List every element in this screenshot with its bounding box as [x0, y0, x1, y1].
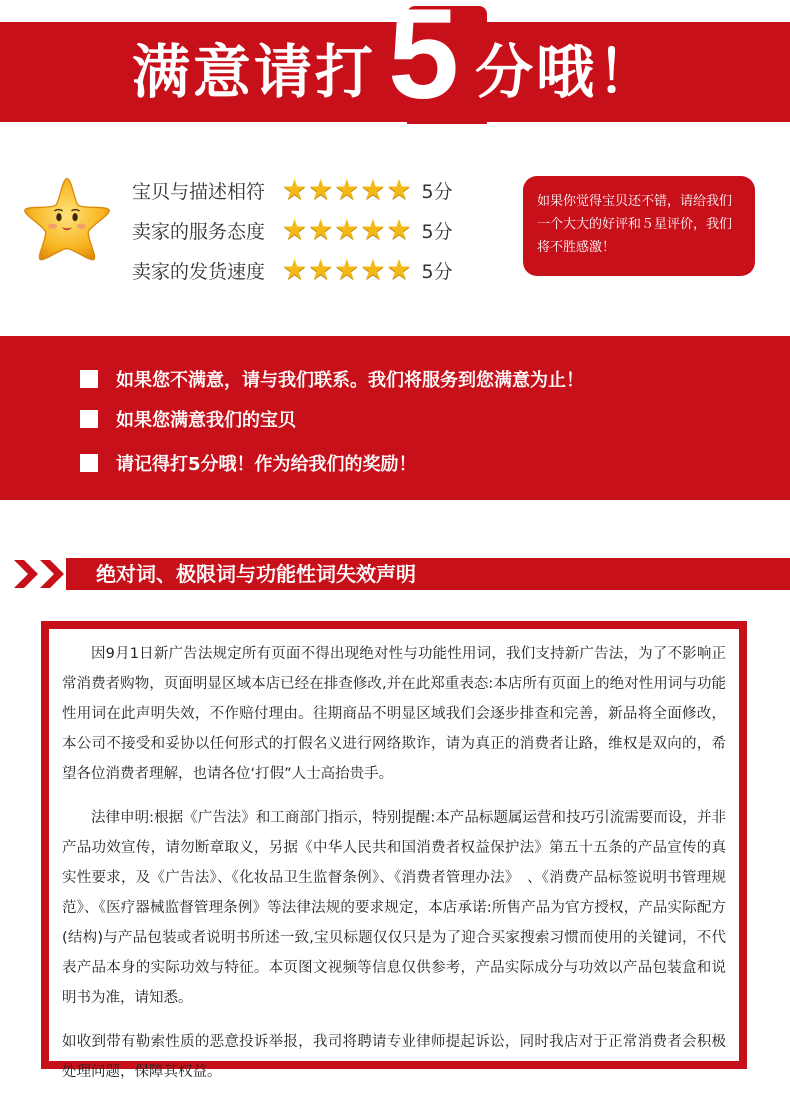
square-bullet-icon: [80, 370, 98, 388]
rating-list: [132, 170, 453, 290]
rating-row: [132, 170, 453, 210]
square-bullet-icon: [80, 410, 98, 428]
star-icon: ★: [386, 173, 412, 206]
declaration-body: [62, 639, 726, 1101]
star-icon: ★: [308, 173, 334, 206]
rating-stars: [282, 213, 412, 246]
bubble-text: 如果你觉得宝贝还不错，请给我们一个大大的好评和５星评价，我们将不胜感激！: [537, 194, 733, 255]
star-icon: ★: [360, 173, 386, 206]
declaration-box: [41, 621, 747, 1080]
info-line-text: 请记得打5分哦！作为给我们的奖励！: [116, 454, 417, 475]
star-icon: ★: [360, 213, 386, 246]
info-block: [0, 336, 790, 500]
declaration-paragraph: 法律申明:根据《广告法》和工商部门指示，特别提醒:本产品标题属运营和技巧引流需要而设，并非产品功效宣传，请勿断章取义，另据《中华人民共和国消费者权益保护法》第五十五条的产品宣传的真实性要求，及《广告法》、《化妆品卫生监督条例》、《消费者管理办法》 、《消费产品标签说明书管理规范》、《医疗器械监督管理条例》等法律法规的要求规定，本店承诺:所售产品为官方授权，产品实际配方(结构)与产品包装或者说明书所述一致,宝贝标题仅仅只是为了迎合买家搜索习惯而使用的关键词，不代表产品本身的实际功效与特征。本页图文视频等信息仅供参考，产品实际成分与功效以产品包装盒和说明书为准，请知悉。: [62, 810, 726, 1006]
star-icon: ★: [282, 253, 308, 286]
star-icon: ★: [308, 253, 334, 286]
banner-number: 5: [387, 0, 460, 126]
smiling-star-mascot-icon: [22, 176, 112, 262]
info-line: [80, 366, 584, 392]
rating-label: 宝贝与描述相符: [132, 180, 266, 203]
banner-prefix: 满意请打: [131, 38, 376, 106]
square-bullet-icon: [80, 454, 98, 472]
star-icon: ★: [334, 213, 360, 246]
rating-stars: [282, 253, 412, 286]
rating-label: 卖家的发货速度: [132, 260, 266, 283]
info-line-text: 如果您满意我们的宝贝: [116, 410, 296, 431]
rating-stars: [282, 173, 412, 206]
declaration-title: 绝对词、极限词与功能性词失效声明: [96, 562, 416, 586]
rating-row: [132, 250, 453, 290]
star-icon: ★: [386, 253, 412, 286]
rating-score: 5分: [421, 220, 453, 243]
banner-suffix: 分哦！: [475, 38, 659, 106]
star-icon: ★: [334, 173, 360, 206]
info-line-text: 如果您不满意，请与我们联系。我们将服务到您满意为止！: [116, 370, 584, 391]
info-line: [80, 406, 296, 432]
rating-score: 5分: [421, 260, 453, 283]
banner-headline: [0, 0, 790, 126]
star-icon: ★: [360, 253, 386, 286]
rating-row: [132, 210, 453, 250]
info-line: [80, 450, 417, 476]
star-icon: ★: [282, 213, 308, 246]
star-icon: ★: [334, 253, 360, 286]
declaration-paragraph: 因9月1日新广告法规定所有页面不得出现绝对性与功能性用词，我们支持新广告法，为了不影响正常消费者购物，页面明显区域本店已经在排查修改,并在此郑重表态:本店所有页面上的绝对性用词与功能性用词在此声明失效，不作赔付理由。往期商品不明显区域我们会逐步排查和完善，新品将全面修改，本公司不接受和妥协以任何形式的打假名义进行网络欺诈，请为真正的消费者让路，维权是双向的，希望各位消费者理解，也请各位‘打假”人士高抬贵手。: [62, 646, 726, 782]
rating-label: 卖家的服务态度: [132, 220, 266, 243]
star-icon: ★: [282, 173, 308, 206]
star-icon: ★: [308, 213, 334, 246]
rating-score: 5分: [421, 180, 453, 203]
star-icon: ★: [386, 213, 412, 246]
declaration-paragraph: 如收到带有勒索性质的恶意投诉举报，我司将聘请专业律师提起诉讼，同时我店对于正常消费者会积极处理问题，保障其权益。: [62, 1034, 726, 1080]
review-request-bubble: [523, 176, 755, 276]
